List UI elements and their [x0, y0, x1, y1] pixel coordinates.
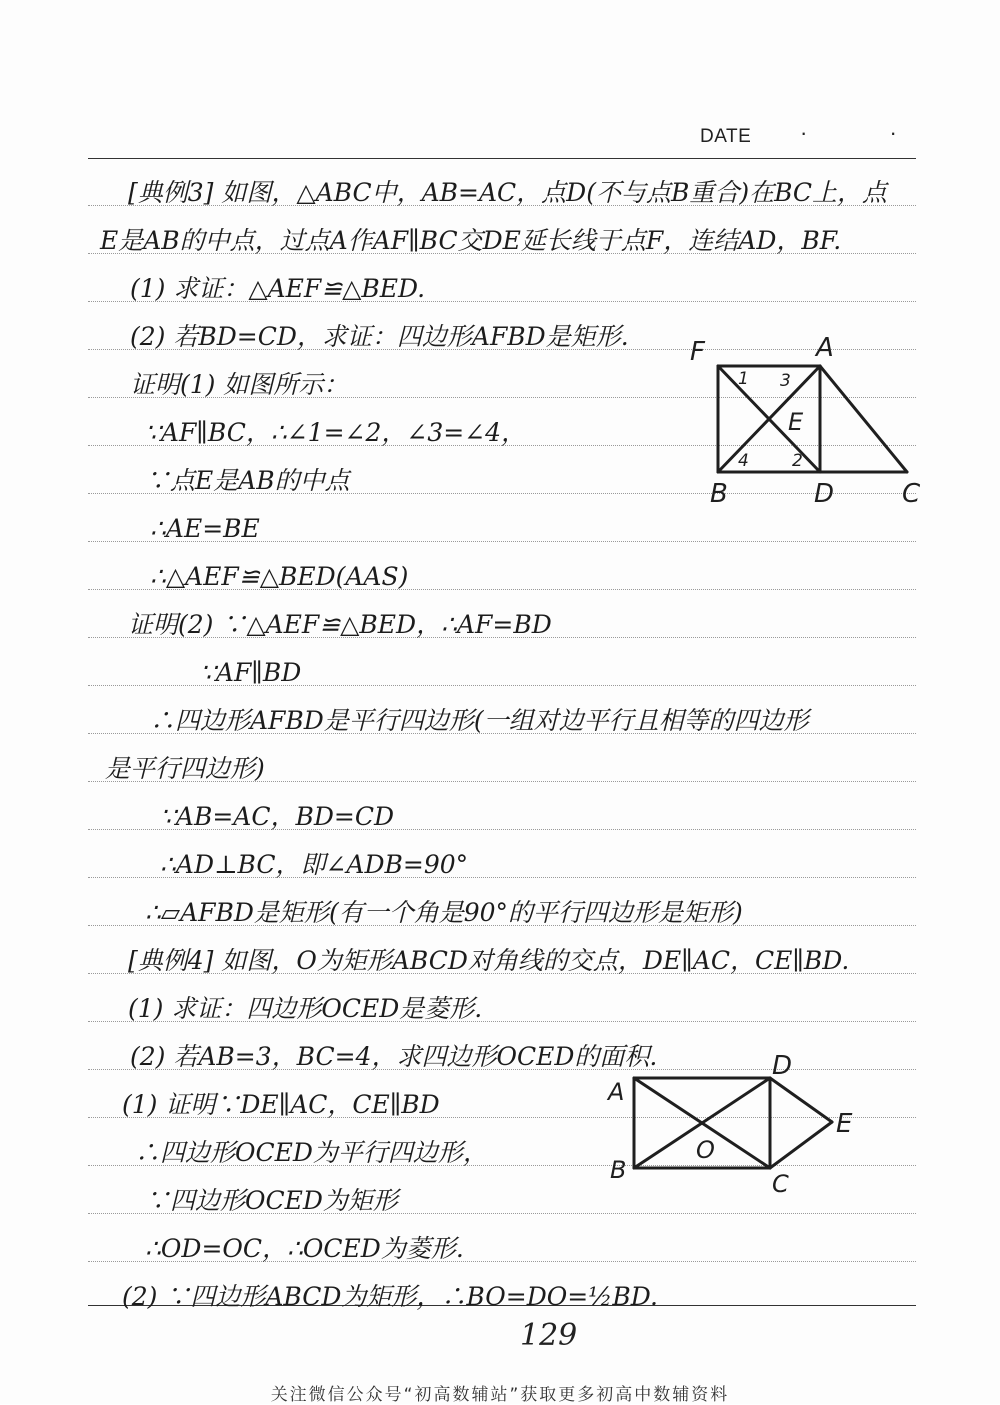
- example-4-part-1: (1) 求证：四边形OCED是菱形.: [128, 994, 483, 1023]
- label-a: A: [816, 333, 834, 363]
- proof-line: ∴AE=BE: [150, 514, 260, 543]
- proof-line: ∵点E是AB的中点: [145, 466, 350, 495]
- example-4-title: [典例4] 如图，O为矩形ABCD对角线的交点，DE∥AC，CE∥BD.: [128, 946, 850, 975]
- proof-1-heading: 证明(1) 如图所示：: [130, 370, 349, 399]
- example-3-statement: E是AB的中点，过点A作AF∥BC交DE延长线于点F，连结AD，BF.: [100, 226, 842, 255]
- label-c: C: [772, 1170, 789, 1198]
- example-3-title: [典例3] 如图，△ABC中，AB=AC，点D(不与点B重合)在BC上，点: [128, 178, 888, 207]
- footer-note: 关注微信公众号“初高数辅站”获取更多初高中数辅资料: [270, 1385, 730, 1405]
- proof-line: ∵AF∥BD: [200, 658, 302, 687]
- date-dots: · ·: [800, 120, 935, 145]
- label-e: E: [836, 1109, 853, 1139]
- proof-conclusion: ∴▱AFBD是矩形(有一个角是90°的平行四边形是矩形): [145, 898, 743, 927]
- label-d: D: [814, 479, 835, 509]
- angle-3: 3: [780, 371, 791, 391]
- angle-2: 2: [792, 451, 803, 471]
- proof-line: ∴四边形AFBD是平行四边形(一组对边平行且相等的四边形: [150, 706, 809, 735]
- proof-line: ∵四边形OCED为矩形: [145, 1186, 398, 1215]
- date-label: DATE: [700, 126, 752, 147]
- proof-line: ∴OD=OC，∴OCED为菱形.: [145, 1234, 464, 1263]
- proof-line: ∴AD⊥BC，即∠ADB=90°: [160, 850, 469, 879]
- angle-4: 4: [738, 451, 749, 471]
- page-number: 129: [520, 1318, 578, 1353]
- label-b: B: [610, 1156, 627, 1184]
- label-o: O: [696, 1136, 715, 1164]
- label-d: D: [772, 1051, 793, 1081]
- segment-ce: [770, 1122, 832, 1168]
- segment-ac: [820, 366, 907, 472]
- label-c: C: [902, 479, 921, 509]
- proof-line: 是平行四边形): [105, 754, 265, 783]
- example-4-part-2: (2) 若AB=3，BC=4，求四边形OCED的面积.: [130, 1042, 658, 1071]
- figure-rectangle-afbd: [680, 330, 930, 510]
- proof-line: ∵AF∥BC，∴∠1=∠2，∠3=∠4，: [145, 418, 527, 447]
- label-a: A: [608, 1078, 625, 1106]
- proof-line: (2) ∵四边形ABCD为矩形，∴BO=DO=½BD.: [122, 1282, 658, 1311]
- label-e: E: [788, 408, 804, 436]
- segment-de: [770, 1078, 832, 1122]
- example-3-part-2: (2) 若BD=CD，求证：四边形AFBD是矩形.: [130, 322, 629, 351]
- angle-1: 1: [738, 369, 749, 389]
- proof-line: ∵AB=AC，BD=CD: [160, 802, 394, 831]
- figure-rectangle-abcd: [600, 1050, 870, 1200]
- label-b: B: [710, 479, 728, 509]
- proof-line: (1) 证明∵DE∥AC，CE∥BD: [122, 1090, 440, 1119]
- proof-line: ∴四边形OCED为平行四边形，: [135, 1138, 488, 1167]
- label-f: F: [690, 337, 705, 367]
- example-3-part-1: (1) 求证：△AEF≌△BED.: [130, 274, 426, 303]
- proof-2-heading: 证明(2) ∵△AEF≌△BED，∴AF=BD: [128, 610, 552, 639]
- proof-line: ∴△AEF≌△BED(AAS): [150, 562, 409, 591]
- header-rule: [88, 158, 916, 159]
